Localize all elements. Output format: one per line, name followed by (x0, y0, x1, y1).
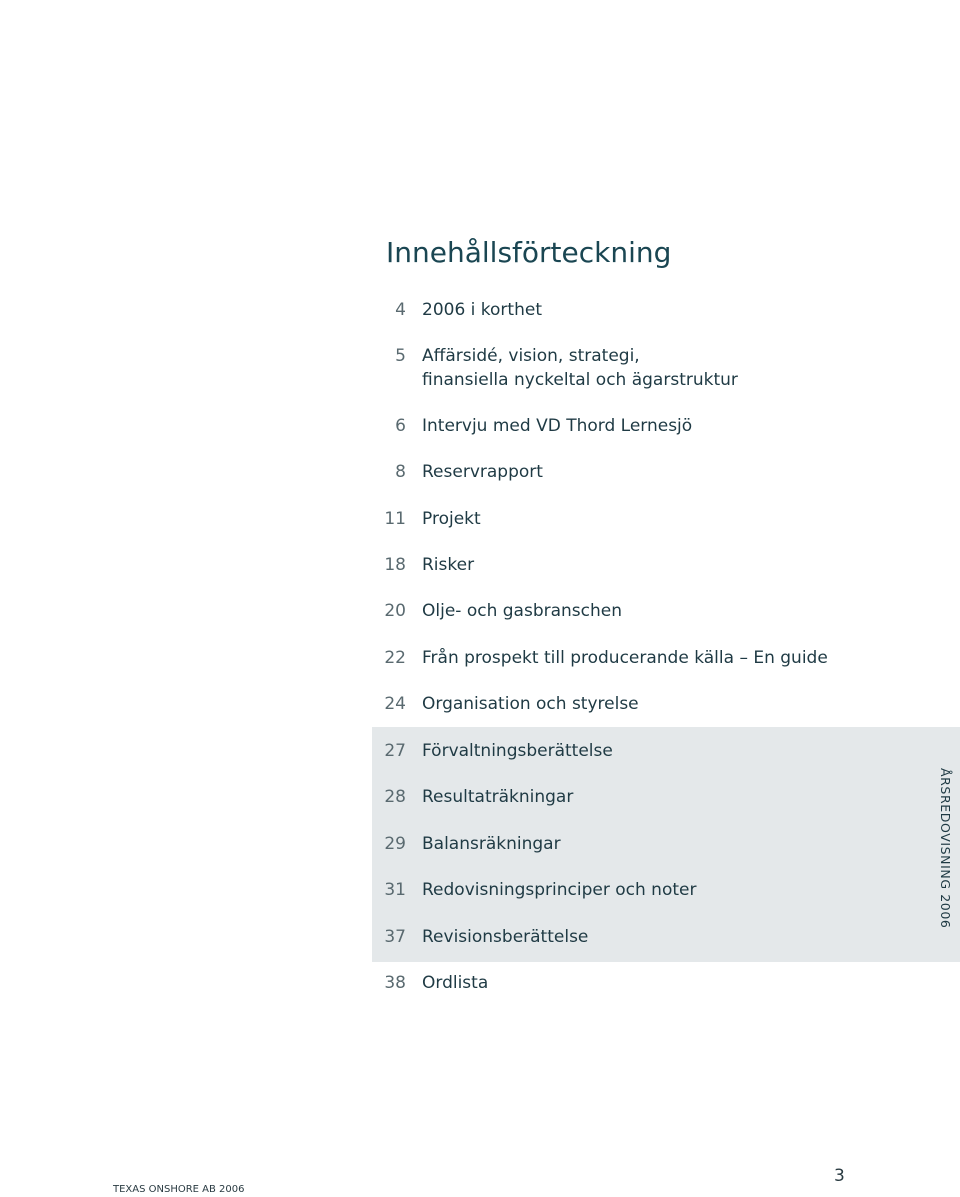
toc-page-number: 28 (384, 787, 406, 807)
toc-entry[interactable] (0, 878, 930, 902)
toc-entry[interactable] (0, 646, 930, 670)
toc-entry-label: Balansräkningar (422, 834, 561, 854)
toc-entry[interactable] (0, 925, 930, 949)
toc-entry[interactable] (0, 344, 930, 392)
annual-report-side-tab: ÅRSREDOVISNING 2006 (938, 768, 953, 929)
toc-page-number: 37 (384, 927, 406, 947)
toc-page-number: 24 (384, 694, 406, 714)
toc-entry-label: Olje- och gasbranschen (422, 601, 622, 621)
toc-entry-label: Revisionsberättelse (422, 927, 589, 947)
toc-page-number: 38 (384, 973, 406, 993)
toc-page-number: 22 (384, 648, 406, 668)
page-number: 3 (834, 1166, 845, 1186)
toc-page-number: 6 (395, 416, 406, 436)
toc-entry-label: Förvaltningsberättelse (422, 741, 613, 761)
toc-page-number: 4 (395, 300, 406, 320)
footer-company: TEXAS ONSHORE AB 2006 (113, 1184, 245, 1195)
toc-page-number: 27 (384, 741, 406, 761)
toc-entry[interactable] (0, 298, 930, 322)
toc-page-number: 18 (384, 555, 406, 575)
toc-entry[interactable] (0, 553, 930, 577)
toc-page-number: 31 (384, 880, 406, 900)
toc-entry-label-continued: finansiella nyckeltal och ägarstruktur (422, 370, 738, 390)
toc-entry-label: 2006 i korthet (422, 300, 542, 320)
toc-entry[interactable] (0, 507, 930, 531)
toc-entry-label: Ordlista (422, 973, 489, 993)
toc-entry-label: Intervju med VD Thord Lernesjö (422, 416, 693, 436)
toc-entry-label: Affärsidé, vision, strategi, (422, 346, 640, 366)
toc-entry-label: Reservrapport (422, 462, 543, 482)
toc-entry-label: Organisation och styrelse (422, 694, 639, 714)
toc-entry-label: Resultaträkningar (422, 787, 574, 807)
toc-entry[interactable] (0, 832, 930, 856)
toc-entry[interactable] (0, 599, 930, 623)
toc-entry-label: Projekt (422, 509, 481, 529)
page-title: Innehållsförteckning (386, 236, 672, 269)
toc-page-number: 29 (384, 834, 406, 854)
toc-page-number: 20 (384, 601, 406, 621)
toc-entry[interactable] (0, 414, 930, 438)
toc-entry[interactable] (0, 971, 930, 995)
toc-entry-label: Redovisningsprinciper och noter (422, 880, 697, 900)
toc-page-number: 5 (395, 346, 406, 366)
toc-page-number: 11 (384, 509, 406, 529)
toc-entry-label: Risker (422, 555, 475, 575)
toc-entry[interactable] (0, 460, 930, 484)
toc-entry-label: Från prospekt till producerande källa – En guide (422, 648, 828, 668)
toc-entry[interactable] (0, 785, 930, 809)
toc-page-number: 8 (395, 462, 406, 482)
toc-entry[interactable] (0, 692, 930, 716)
toc-entry[interactable] (0, 739, 930, 763)
